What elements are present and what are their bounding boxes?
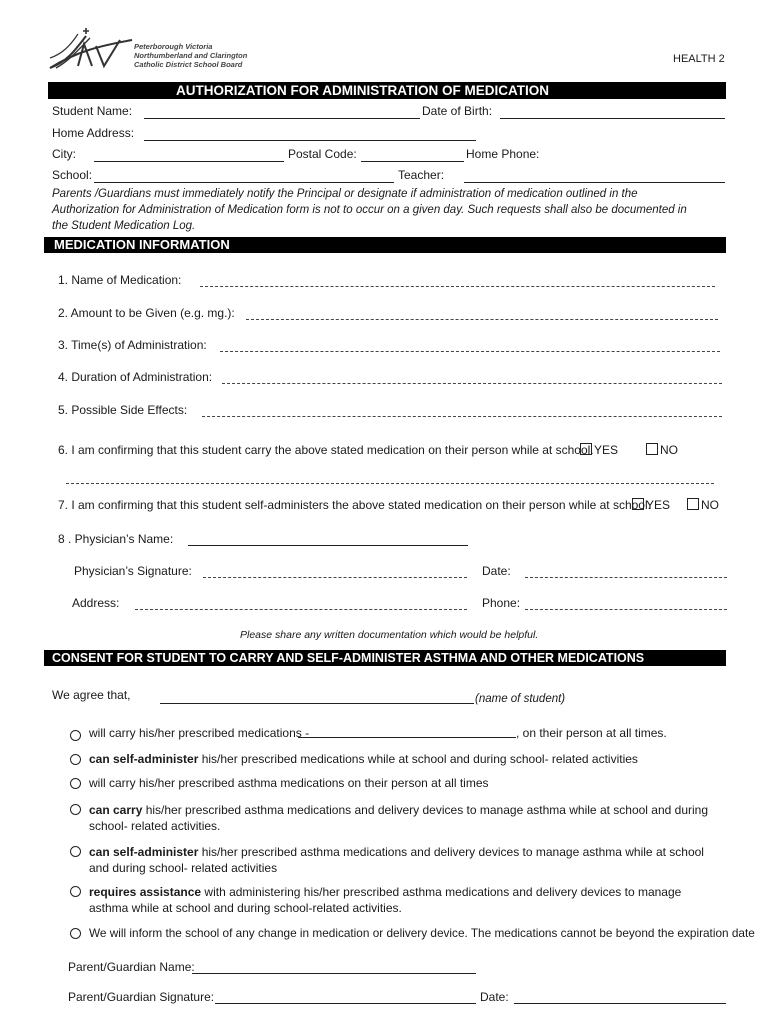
side-effects-label: 5. Possible Side Effects:	[58, 403, 188, 417]
consent-bar	[44, 650, 726, 666]
yes-label: YES	[594, 443, 619, 457]
consent-option-7-text: We will inform the school of any change in medication or delivery device. The medications cannot be beyond the expiration date	[89, 926, 755, 940]
board-logo	[48, 26, 248, 74]
form-code: HEALTH 2	[673, 53, 725, 65]
dob-field[interactable]	[500, 118, 725, 119]
city-field[interactable]	[94, 161, 284, 162]
consent-option-2-rest: his/her prescribed medications while at school and during school- related activities	[198, 752, 638, 766]
checkbox-icon[interactable]	[646, 443, 658, 455]
guardian-name-label: Parent/Guardian Name:	[68, 960, 195, 974]
name-of-student-caption: (name of student)	[475, 693, 566, 705]
consent-option-5-text	[89, 844, 709, 876]
checkbox-icon[interactable]	[687, 498, 699, 510]
dob-label: Date of Birth:	[422, 104, 493, 118]
consent-option-6-bold: requires assistance	[89, 885, 202, 899]
duration-label: 4. Duration of Administration:	[58, 370, 213, 384]
side-effects-field[interactable]	[202, 416, 722, 417]
physician-address-label: Address:	[72, 596, 120, 610]
consent-option-3-radio[interactable]	[70, 778, 81, 789]
consent-option-2-bold: can self-administer	[89, 752, 199, 766]
physician-address-field[interactable]	[135, 609, 467, 610]
org-name-line: Northumberland and Clarington	[134, 51, 248, 60]
form-title-bar	[48, 82, 726, 99]
consent-heading: CONSENT FOR STUDENT TO CARRY AND SELF-ADMINISTER ASTHMA AND OTHER MEDICATIONS	[52, 651, 645, 665]
guardian-signature-field[interactable]	[215, 1003, 476, 1004]
home-address-field[interactable]	[144, 140, 476, 141]
consent-option-5-bold: can self-administer	[89, 845, 199, 859]
consent-option-2-radio[interactable]	[70, 754, 81, 765]
physician-name-field[interactable]	[188, 545, 468, 546]
parent-notice: Parents /Guardians must immediately notify the Principal or designate if administration of medication outlined in the Authorization for Administration of Medication form is not to occur on a given day. Such requests shall also be documented in the Student Medication Log.	[52, 188, 687, 232]
q7-yes-option[interactable]	[632, 498, 670, 512]
checkbox-icon[interactable]	[580, 443, 592, 455]
q6-no-option[interactable]	[646, 443, 678, 457]
guardian-name-field[interactable]	[192, 973, 476, 974]
consent-option-6-rest: with administering his/her prescribed asthma medications and delivery devices to manage asthma while at school and during school-related activities.	[89, 885, 682, 915]
physician-date-label: Date:	[482, 564, 511, 578]
times-field[interactable]	[220, 351, 720, 352]
duration-field[interactable]	[222, 383, 722, 384]
guardian-date-field[interactable]	[514, 1003, 726, 1004]
documentation-note: Please share any written documentation which would be helpful.	[240, 629, 539, 641]
medication-name-label: 1. Name of Medication:	[58, 273, 182, 287]
home-phone-label: Home Phone:	[466, 147, 540, 161]
postal-code-label: Postal Code:	[288, 147, 357, 161]
consent-option-4-radio[interactable]	[70, 804, 81, 815]
home-address-label: Home Address:	[52, 126, 135, 140]
school-field[interactable]	[94, 182, 394, 183]
city-label: City:	[52, 147, 76, 161]
medication-info-bar	[44, 237, 726, 253]
q6-carry-text: 6. I am confirming that this student carry the above stated medication on their person while at school.	[58, 443, 594, 457]
student-name-label: Student Name:	[52, 104, 133, 118]
physician-signature-label: Physician’s Signature:	[74, 564, 192, 578]
consent-option-6-radio[interactable]	[70, 886, 81, 897]
consent-option-5-rest: his/her prescribed asthma medications and delivery devices to manage asthma while at school and during school- related activities	[89, 845, 704, 875]
consent-option-6-text	[89, 884, 699, 916]
physician-phone-label: Phone:	[482, 596, 521, 610]
medication-name-field[interactable]	[200, 286, 715, 287]
q7-no-option[interactable]	[687, 498, 719, 512]
consent-option-3-text: will carry his/her prescribed asthma medications on their person at all times	[89, 776, 489, 790]
q7-self-admin-text: 7. I am confirming that this student self-administers the above stated medication on their person while at school.	[58, 498, 651, 512]
q6-notes-field[interactable]	[66, 483, 714, 484]
consent-medications-field[interactable]	[298, 737, 516, 738]
school-label: School:	[52, 168, 93, 182]
consent-option-4-rest: his/her prescribed asthma medications and delivery devices to manage asthma while at school and during school- related activities.	[89, 803, 709, 833]
guardian-date-label: Date:	[480, 990, 509, 1004]
amount-field[interactable]	[246, 319, 718, 320]
postal-code-field[interactable]	[361, 161, 464, 162]
student-name-consent-field[interactable]	[160, 703, 474, 704]
no-label: NO	[701, 498, 719, 512]
consent-option-1-radio[interactable]	[70, 730, 81, 741]
consent-option-1-text-b: , on their person at all times.	[516, 726, 667, 740]
physician-phone-field[interactable]	[525, 609, 727, 610]
consent-option-1-text-a: will carry his/her prescribed medications -	[89, 726, 310, 740]
yes-label: YES	[646, 498, 671, 512]
amount-label: 2. Amount to be Given (e.g. mg.):	[58, 306, 235, 320]
guardian-signature-label: Parent/Guardian Signature:	[68, 990, 215, 1004]
board-logo-mark-icon	[48, 26, 134, 72]
consent-option-5-radio[interactable]	[70, 846, 81, 857]
org-name-line: Peterborough Victoria	[134, 42, 213, 51]
consent-option-4-text	[89, 802, 719, 834]
physician-date-field[interactable]	[525, 577, 727, 578]
times-label: 3. Time(s) of Administration:	[58, 338, 207, 352]
student-name-field[interactable]	[144, 118, 420, 119]
no-label: NO	[660, 443, 678, 457]
consent-option-2-text	[89, 752, 638, 766]
checkbox-icon[interactable]	[632, 498, 644, 510]
physician-signature-field[interactable]	[203, 577, 467, 578]
consent-option-4-bold: can carry	[89, 803, 143, 817]
agree-label: We agree that,	[52, 688, 131, 702]
medication-info-heading: MEDICATION INFORMATION	[54, 237, 230, 252]
q6-yes-option[interactable]	[580, 443, 618, 457]
form-title: AUTHORIZATION FOR ADMINISTRATION OF MEDICATION	[176, 83, 549, 98]
consent-option-7-radio[interactable]	[70, 928, 81, 939]
teacher-label: Teacher:	[398, 168, 445, 182]
physician-name-label: 8 . Physician’s Name:	[58, 532, 174, 546]
teacher-field[interactable]	[464, 182, 725, 183]
org-name-line: Catholic District School Board	[134, 60, 243, 69]
